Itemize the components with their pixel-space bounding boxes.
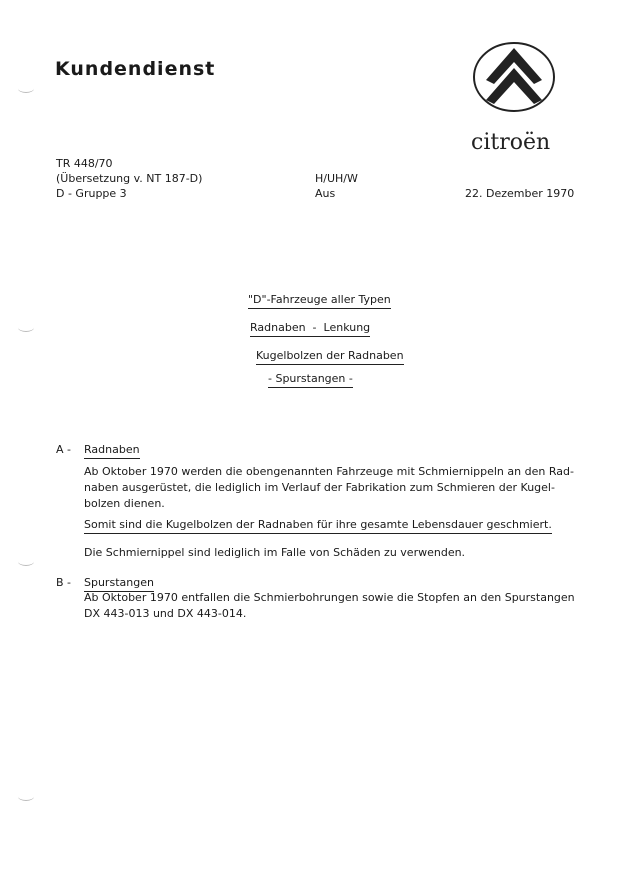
punch-hole-mark <box>18 323 34 332</box>
brand-name: citroën <box>471 130 551 155</box>
distribution-code: Aus <box>315 187 336 200</box>
section-b-paragraph-line: Ab Oktober 1970 entfallen die Schmierbohrungen sowie die Stopfen an den Spurstangen <box>84 591 575 604</box>
document-date: 22. Dezember 1970 <box>465 187 575 200</box>
section-b-title: Spurstangen <box>84 576 154 592</box>
section-b-marker: B - <box>56 576 72 589</box>
citroen-double-chevron-logo <box>472 40 556 114</box>
section-a-paragraph-line: naben ausgerüstet, die lediglich im Verlauf der Fabrikation zum Schmieren der Kugel- <box>84 481 555 494</box>
reference-number: TR 448/70 <box>56 157 113 170</box>
section-a-marker: A - <box>56 443 71 456</box>
section-a-note: Die Schmiernippel sind lediglich im Falle von Schäden zu verwenden. <box>84 546 466 559</box>
punch-hole-mark <box>18 792 34 801</box>
subject-line-components: Radnaben - Lenkung <box>250 321 370 337</box>
punch-hole-mark <box>18 84 34 93</box>
group-reference: D - Gruppe 3 <box>56 187 127 200</box>
section-a-paragraph-line: bolzen dienen. <box>84 497 165 510</box>
author-code: H/UH/W <box>315 172 358 185</box>
subject-line-vehicles: "D"-Fahrzeuge aller Typen <box>248 293 391 309</box>
header-title: Kundendienst <box>55 58 216 80</box>
section-a-paragraph-line: Ab Oktober 1970 werden die obengenannten Fahrzeuge mit Schmiernippeln an den Rad- <box>84 465 574 478</box>
subject-line-kingpins: Kugelbolzen der Radnaben <box>256 349 404 365</box>
section-a-emphasis: Somit sind die Kugelbolzen der Radnaben für ihre gesamte Lebensdauer geschmiert. <box>84 518 552 534</box>
translation-reference: (Übersetzung v. NT 187-D) <box>56 172 203 185</box>
punch-hole-mark <box>18 557 34 566</box>
subject-line-tierods: - Spurstangen - <box>268 372 353 388</box>
section-a-title: Radnaben <box>84 443 140 459</box>
section-b-paragraph-line: DX 443-013 und DX 443-014. <box>84 607 247 620</box>
